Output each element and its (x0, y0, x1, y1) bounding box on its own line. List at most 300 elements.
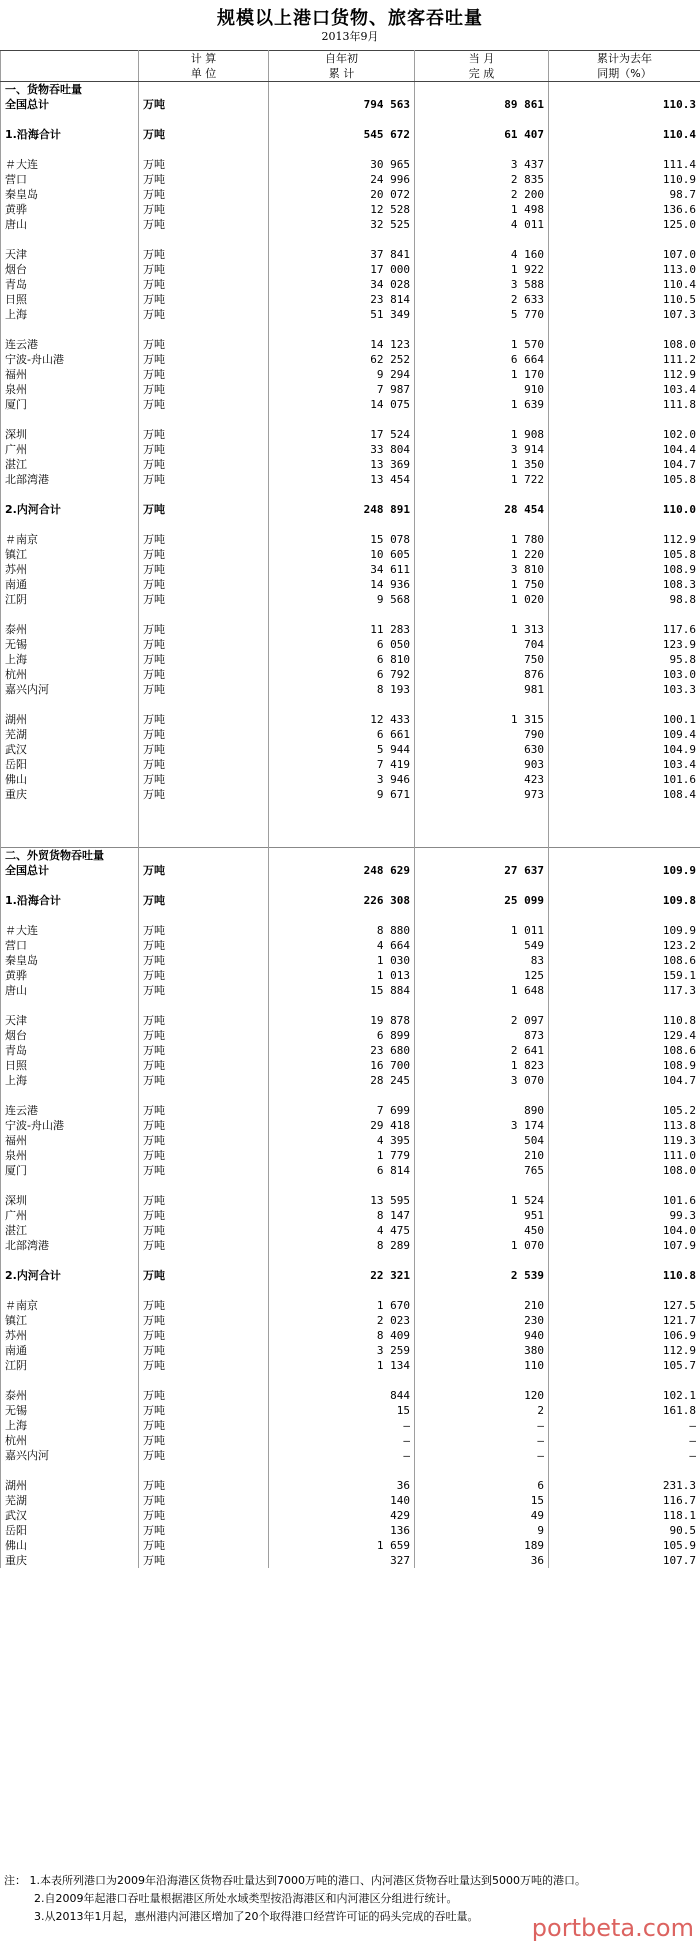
yoy-percent-cell: 109.9 (549, 863, 700, 878)
unit-cell: 万吨 (139, 757, 269, 772)
empty-cell (269, 232, 415, 247)
ytd-cumulative-cell: 429 (269, 1508, 415, 1523)
monthly-cell: 1 020 (415, 592, 549, 607)
empty-cell (139, 848, 269, 864)
header-row-1 (1, 51, 700, 67)
unit-cell: 万吨 (139, 1313, 269, 1328)
empty-cell (549, 1283, 700, 1298)
empty-cell (1, 232, 139, 247)
port-row (1, 352, 700, 367)
port-row (1, 1298, 700, 1313)
empty-cell (139, 697, 269, 712)
empty-cell (1, 142, 139, 157)
port-row (1, 217, 700, 232)
yoy-percent-cell: 161.8 (549, 1403, 700, 1418)
monthly-cell: 2 633 (415, 292, 549, 307)
monthly-cell: – (415, 1433, 549, 1448)
ytd-cumulative-cell: 19 878 (269, 1013, 415, 1028)
ytd-cumulative-cell: 7 419 (269, 757, 415, 772)
port-row (1, 262, 700, 277)
empty-cell (1, 487, 139, 502)
yoy-percent-cell: 98.7 (549, 187, 700, 202)
yoy-percent-cell: 121.7 (549, 1313, 700, 1328)
ytd-cumulative-cell: 8 147 (269, 1208, 415, 1223)
empty-cell (139, 1463, 269, 1478)
yoy-percent-cell: 159.1 (549, 968, 700, 983)
ytd-cumulative-cell: 248 891 (269, 502, 415, 517)
yoy-percent-cell: 111.2 (549, 352, 700, 367)
port-row (1, 532, 700, 547)
empty-cell (139, 322, 269, 337)
monthly-cell: – (415, 1448, 549, 1463)
port-row (1, 757, 700, 772)
empty-cell (139, 487, 269, 502)
unit-cell: 万吨 (139, 1118, 269, 1133)
monthly-cell: 549 (415, 938, 549, 953)
unit-cell: 万吨 (139, 592, 269, 607)
spacer-row (1, 998, 700, 1013)
monthly-cell: 750 (415, 652, 549, 667)
spacer-row (1, 1283, 700, 1298)
empty-cell (269, 878, 415, 893)
port-name: 天津 (1, 247, 139, 262)
empty-cell (549, 817, 700, 832)
port-row (1, 1418, 700, 1433)
port-name: 厦门 (1, 397, 139, 412)
yoy-percent-cell: 107.3 (549, 307, 700, 322)
ytd-cumulative-cell: 13 454 (269, 472, 415, 487)
ytd-cumulative-cell: 14 936 (269, 577, 415, 592)
port-row (1, 1208, 700, 1223)
yoy-percent-cell: 123.2 (549, 938, 700, 953)
empty-cell (1, 1463, 139, 1478)
port-row (1, 1013, 700, 1028)
port-row (1, 953, 700, 968)
port-row (1, 457, 700, 472)
port-row (1, 427, 700, 442)
empty-cell (415, 1463, 549, 1478)
empty-cell (549, 232, 700, 247)
empty-cell (549, 878, 700, 893)
port-name: 连云港 (1, 337, 139, 352)
empty-cell (415, 1373, 549, 1388)
empty-cell (415, 82, 549, 98)
monthly-cell: 120 (415, 1388, 549, 1403)
yoy-percent-cell: 104.0 (549, 1223, 700, 1238)
empty-cell (139, 802, 269, 817)
empty-cell (549, 142, 700, 157)
yoy-percent-cell: 101.6 (549, 1193, 700, 1208)
port-row (1, 1328, 700, 1343)
empty-cell (415, 112, 549, 127)
yoy-percent-cell: – (549, 1433, 700, 1448)
monthly-cell: 61 407 (415, 127, 549, 142)
empty-cell (415, 517, 549, 532)
unit-cell: 万吨 (139, 1448, 269, 1463)
monthly-cell: 1 524 (415, 1193, 549, 1208)
empty-cell (549, 1373, 700, 1388)
port-row (1, 547, 700, 562)
port-row (1, 772, 700, 787)
port-row (1, 1343, 700, 1358)
port-name: 苏州 (1, 1328, 139, 1343)
empty-cell (269, 817, 415, 832)
monthly-cell: 973 (415, 787, 549, 802)
total-row (1, 1268, 700, 1283)
ytd-cumulative-cell: 32 525 (269, 217, 415, 232)
yoy-percent-cell: 125.0 (549, 217, 700, 232)
monthly-cell: 951 (415, 1208, 549, 1223)
empty-cell (269, 487, 415, 502)
ytd-cumulative-cell: 9 294 (269, 367, 415, 382)
yoy-percent-cell: 99.3 (549, 1208, 700, 1223)
port-name: 岳阳 (1, 1523, 139, 1538)
port-name: 日照 (1, 292, 139, 307)
ytd-cumulative-cell: 5 944 (269, 742, 415, 757)
port-name: 岳阳 (1, 757, 139, 772)
port-row (1, 1508, 700, 1523)
yoy-percent-cell: 104.9 (549, 742, 700, 757)
ytd-cumulative-cell: 1 670 (269, 1298, 415, 1313)
spacer-row (1, 802, 700, 817)
footnote-2: 2.自2009年起港口吞吐量根据港区所处水域类型按沿海港区和内河港区分组进行统计。 (34, 1892, 458, 1905)
port-name: 佛山 (1, 772, 139, 787)
yoy-percent-cell: 90.5 (549, 1523, 700, 1538)
unit-cell: 万吨 (139, 1523, 269, 1538)
total-label: 全国总计 (1, 97, 139, 112)
empty-cell (415, 832, 549, 848)
port-name: 秦皇岛 (1, 953, 139, 968)
spacer-row (1, 412, 700, 427)
ytd-cumulative-cell: 23 814 (269, 292, 415, 307)
port-row (1, 1538, 700, 1553)
port-row (1, 727, 700, 742)
yoy-percent-cell: 113.8 (549, 1118, 700, 1133)
unit-cell: 万吨 (139, 637, 269, 652)
unit-cell: 万吨 (139, 667, 269, 682)
empty-cell (1, 697, 139, 712)
empty-cell (139, 1373, 269, 1388)
empty-cell (269, 1178, 415, 1193)
yoy-percent-cell: 109.4 (549, 727, 700, 742)
yoy-percent-cell: 231.3 (549, 1478, 700, 1493)
unit-cell: 万吨 (139, 893, 269, 908)
ytd-cumulative-cell: 51 349 (269, 307, 415, 322)
empty-cell (415, 697, 549, 712)
port-name: 佛山 (1, 1538, 139, 1553)
empty-cell (1, 908, 139, 923)
ytd-cumulative-cell: 24 996 (269, 172, 415, 187)
empty-cell (1, 1373, 139, 1388)
unit-cell: 万吨 (139, 682, 269, 697)
port-row (1, 202, 700, 217)
port-name: 芜湖 (1, 1493, 139, 1508)
unit-cell: 万吨 (139, 1043, 269, 1058)
monthly-cell: 230 (415, 1313, 549, 1328)
empty-cell (415, 802, 549, 817)
empty-cell (269, 1373, 415, 1388)
empty-cell (1, 878, 139, 893)
empty-cell (549, 1463, 700, 1478)
empty-cell (1, 998, 139, 1013)
empty-cell (415, 1253, 549, 1268)
monthly-cell: 380 (415, 1343, 549, 1358)
unit-cell: 万吨 (139, 292, 269, 307)
spacer-row (1, 1178, 700, 1193)
yoy-percent-cell: 107.0 (549, 247, 700, 262)
ytd-cumulative-cell: 30 965 (269, 157, 415, 172)
port-row (1, 1403, 700, 1418)
monthly-cell: 1 220 (415, 547, 549, 562)
ytd-cumulative-cell: – (269, 1448, 415, 1463)
empty-cell (139, 878, 269, 893)
ytd-cumulative-cell: 9 671 (269, 787, 415, 802)
ytd-cumulative-cell: 12 528 (269, 202, 415, 217)
unit-cell: 万吨 (139, 1418, 269, 1433)
spacer-row (1, 1373, 700, 1388)
port-name: ＃南京 (1, 1298, 139, 1313)
port-name: 青岛 (1, 277, 139, 292)
empty-cell (139, 817, 269, 832)
monthly-cell: 2 539 (415, 1268, 549, 1283)
yoy-percent-cell: 108.9 (549, 1058, 700, 1073)
unit-cell: 万吨 (139, 1478, 269, 1493)
report-date: 2013年9月 (321, 30, 379, 43)
port-name: 营口 (1, 172, 139, 187)
unit-cell: 万吨 (139, 923, 269, 938)
empty-cell (549, 848, 700, 864)
footnote-3: 3.从2013年1月起，惠州港内河港区增加了20个取得港口经营许可证的码头完成的吞吐量。 (34, 1910, 479, 1923)
unit-cell: 万吨 (139, 397, 269, 412)
port-name: 日照 (1, 1058, 139, 1073)
empty-cell (269, 82, 415, 98)
monthly-cell: 3 174 (415, 1118, 549, 1133)
yoy-percent-cell: 95.8 (549, 652, 700, 667)
unit-cell: 万吨 (139, 968, 269, 983)
monthly-cell: 25 099 (415, 893, 549, 908)
unit-cell: 万吨 (139, 1193, 269, 1208)
yoy-percent-cell: 111.4 (549, 157, 700, 172)
yoy-percent-cell: 111.0 (549, 1148, 700, 1163)
ytd-cumulative-cell: 1 659 (269, 1538, 415, 1553)
monthly-cell: 3 588 (415, 277, 549, 292)
unit-cell: 万吨 (139, 1208, 269, 1223)
ytd-cumulative-cell: 11 283 (269, 622, 415, 637)
ytd-cumulative-cell: 15 078 (269, 532, 415, 547)
unit-cell: 万吨 (139, 1433, 269, 1448)
yoy-percent-cell: 103.4 (549, 382, 700, 397)
port-name: 泉州 (1, 1148, 139, 1163)
monthly-cell: 876 (415, 667, 549, 682)
yoy-percent-cell: 98.8 (549, 592, 700, 607)
monthly-cell: 873 (415, 1028, 549, 1043)
yoy-percent-cell: 110.3 (549, 97, 700, 112)
empty-cell (549, 112, 700, 127)
unit-cell: 万吨 (139, 983, 269, 998)
monthly-cell: 1 498 (415, 202, 549, 217)
ytd-cumulative-cell: 1 013 (269, 968, 415, 983)
unit-cell: 万吨 (139, 172, 269, 187)
yoy-percent-cell: 105.8 (549, 547, 700, 562)
header-cell: 计 算 (139, 51, 269, 67)
ytd-cumulative-cell: 136 (269, 1523, 415, 1538)
port-row (1, 1148, 700, 1163)
port-name: 杭州 (1, 667, 139, 682)
empty-cell (139, 832, 269, 848)
port-name: 烟台 (1, 262, 139, 277)
port-row (1, 1103, 700, 1118)
yoy-percent-cell: 102.1 (549, 1388, 700, 1403)
port-row (1, 472, 700, 487)
port-name: 宁波-舟山港 (1, 1118, 139, 1133)
watermark-logo: portbeta.com (531, 1914, 694, 1942)
empty-cell (269, 1253, 415, 1268)
unit-cell: 万吨 (139, 202, 269, 217)
ytd-cumulative-cell: 37 841 (269, 247, 415, 262)
empty-cell (415, 908, 549, 923)
port-row (1, 1073, 700, 1088)
unit-cell: 万吨 (139, 457, 269, 472)
port-row (1, 292, 700, 307)
port-name: 无锡 (1, 1403, 139, 1418)
ytd-cumulative-cell: 23 680 (269, 1043, 415, 1058)
port-row (1, 442, 700, 457)
yoy-percent-cell: 110.8 (549, 1268, 700, 1283)
empty-cell (139, 1253, 269, 1268)
yoy-percent-cell: 108.6 (549, 953, 700, 968)
header-cell: 累计为去年 (549, 51, 700, 67)
ytd-cumulative-cell: 8 289 (269, 1238, 415, 1253)
ytd-cumulative-cell: 14 123 (269, 337, 415, 352)
unit-cell: 万吨 (139, 427, 269, 442)
total-row (1, 97, 700, 112)
port-name: 天津 (1, 1013, 139, 1028)
monthly-cell: 110 (415, 1358, 549, 1373)
port-name: 芜湖 (1, 727, 139, 742)
port-name: 营口 (1, 938, 139, 953)
ytd-cumulative-cell: 327 (269, 1553, 415, 1568)
header-cell (1, 51, 139, 67)
empty-cell (1, 607, 139, 622)
port-name: 嘉兴内河 (1, 682, 139, 697)
empty-cell (269, 802, 415, 817)
ytd-cumulative-cell: 3 259 (269, 1343, 415, 1358)
empty-cell (269, 848, 415, 864)
monthly-cell: 1 070 (415, 1238, 549, 1253)
spacer-row (1, 607, 700, 622)
empty-cell (549, 1178, 700, 1193)
unit-cell: 万吨 (139, 1553, 269, 1568)
ytd-cumulative-cell: 9 568 (269, 592, 415, 607)
ytd-cumulative-cell: 29 418 (269, 1118, 415, 1133)
yoy-percent-cell: – (549, 1448, 700, 1463)
spacer-row (1, 832, 700, 848)
yoy-percent-cell: 111.8 (549, 397, 700, 412)
port-row (1, 1163, 700, 1178)
ytd-cumulative-cell: 16 700 (269, 1058, 415, 1073)
yoy-percent-cell: 110.0 (549, 502, 700, 517)
yoy-percent-cell: 106.9 (549, 1328, 700, 1343)
yoy-percent-cell: 103.3 (549, 682, 700, 697)
empty-cell (415, 607, 549, 622)
yoy-percent-cell: 112.9 (549, 1343, 700, 1358)
yoy-percent-cell: 112.9 (549, 367, 700, 382)
port-row (1, 1358, 700, 1373)
monthly-cell: 765 (415, 1163, 549, 1178)
unit-cell: 万吨 (139, 1223, 269, 1238)
document-title: 规模以上港口货物、旅客吞吐量 (217, 8, 483, 29)
yoy-percent-cell: 104.7 (549, 457, 700, 472)
empty-cell (269, 1463, 415, 1478)
ytd-cumulative-cell: 8 409 (269, 1328, 415, 1343)
monthly-cell: 83 (415, 953, 549, 968)
empty-cell (269, 142, 415, 157)
yoy-percent-cell: 105.9 (549, 1538, 700, 1553)
ytd-cumulative-cell: 4 475 (269, 1223, 415, 1238)
monthly-cell: 1 011 (415, 923, 549, 938)
ytd-cumulative-cell: – (269, 1418, 415, 1433)
unit-cell: 万吨 (139, 1298, 269, 1313)
unit-cell: 万吨 (139, 97, 269, 112)
ytd-cumulative-cell: 14 075 (269, 397, 415, 412)
monthly-cell: 49 (415, 1508, 549, 1523)
monthly-cell: 910 (415, 382, 549, 397)
unit-cell: 万吨 (139, 1268, 269, 1283)
unit-cell: 万吨 (139, 307, 269, 322)
ytd-cumulative-cell: 7 987 (269, 382, 415, 397)
port-row (1, 1493, 700, 1508)
port-name: 重庆 (1, 1553, 139, 1568)
unit-cell: 万吨 (139, 1493, 269, 1508)
monthly-cell: 9 (415, 1523, 549, 1538)
empty-cell (139, 232, 269, 247)
monthly-cell: 890 (415, 1103, 549, 1118)
header-cell: 单 位 (139, 66, 269, 82)
yoy-percent-cell: 113.0 (549, 262, 700, 277)
spacer-row (1, 517, 700, 532)
monthly-cell: 36 (415, 1553, 549, 1568)
port-row (1, 1118, 700, 1133)
unit-cell: 万吨 (139, 157, 269, 172)
monthly-cell: 1 823 (415, 1058, 549, 1073)
ytd-cumulative-cell: 6 810 (269, 652, 415, 667)
monthly-cell: – (415, 1418, 549, 1433)
empty-cell (139, 1178, 269, 1193)
empty-cell (1, 1088, 139, 1103)
port-name: 泰州 (1, 1388, 139, 1403)
monthly-cell: 981 (415, 682, 549, 697)
port-name: 上海 (1, 1073, 139, 1088)
monthly-cell: 27 637 (415, 863, 549, 878)
port-row (1, 337, 700, 352)
monthly-cell: 5 770 (415, 307, 549, 322)
monthly-cell: 3 810 (415, 562, 549, 577)
monthly-cell: 6 (415, 1478, 549, 1493)
spacer-row (1, 1253, 700, 1268)
unit-cell: 万吨 (139, 1028, 269, 1043)
monthly-cell: 630 (415, 742, 549, 757)
port-row (1, 742, 700, 757)
empty-cell (549, 412, 700, 427)
yoy-percent-cell: – (549, 1418, 700, 1433)
port-row (1, 1193, 700, 1208)
yoy-percent-cell: 100.1 (549, 712, 700, 727)
empty-cell (549, 697, 700, 712)
port-name: ＃大连 (1, 157, 139, 172)
empty-cell (549, 487, 700, 502)
empty-cell (415, 487, 549, 502)
empty-cell (139, 908, 269, 923)
